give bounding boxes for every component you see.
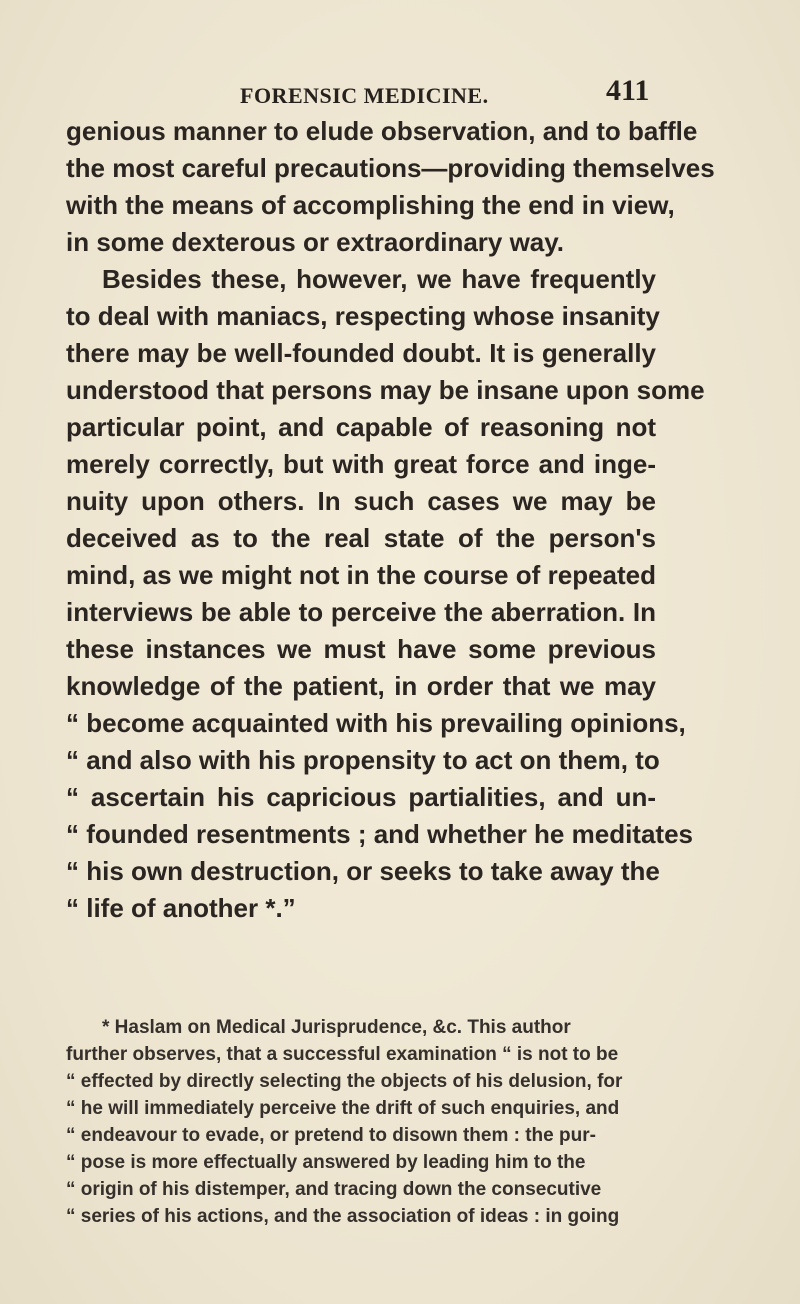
- body-line: these instances we must have some previous: [66, 634, 656, 664]
- body-line: Besides these, however, we have frequently: [102, 264, 656, 294]
- footnote-line: “ endeavour to evade, or pretend to disown them : the pur-: [66, 1125, 596, 1146]
- body-line: nuity upon others. In such cases we may be: [66, 486, 656, 516]
- page-header: [0, 70, 800, 110]
- body-line: deceived as to the real state of the person's: [66, 523, 656, 553]
- body-line: mind, as we might not in the course of repeated: [66, 560, 656, 590]
- body-line: merely correctly, but with great force and inge-: [66, 449, 656, 479]
- body-line: “ become acquainted with his prevailing opinions,: [66, 708, 686, 738]
- body-line: understood that persons may be insane upon some: [66, 375, 705, 405]
- body-line: to deal with maniacs, respecting whose insanity: [66, 301, 660, 331]
- running-title: FORENSIC MEDICINE.: [240, 83, 489, 108]
- page-number: 411: [606, 74, 650, 107]
- footnote-line: further observes, that a successful examination “ is not to be: [66, 1044, 619, 1065]
- footnote-line: “ pose is more effectually answered by leading him to the: [66, 1152, 586, 1173]
- body-line: with the means of accomplishing the end in view,: [66, 190, 675, 220]
- body-line: “ life of another *.”: [66, 893, 296, 923]
- body-line: “ ascertain his capricious partialities, and un-: [66, 782, 656, 812]
- body-line: genious manner to elude observation, and to baffle: [66, 116, 698, 146]
- body-line: knowledge of the patient, in order that we may: [66, 671, 656, 701]
- body-line: there may be well-founded doubt. It is generally: [66, 338, 656, 368]
- footnote-line: “ he will immediately perceive the drift of such enquiries, and: [66, 1098, 620, 1119]
- body-line: in some dexterous or extraordinary way.: [66, 227, 565, 257]
- body-line: “ founded resentments ; and whether he meditates: [66, 819, 693, 849]
- footnote-line: “ effected by directly selecting the objects of his delusion, for: [66, 1071, 623, 1092]
- footnote-line: “ series of his actions, and the association of ideas : in going: [66, 1206, 620, 1227]
- body-line: interviews be able to perceive the aberration. In: [66, 597, 656, 627]
- body-line: particular point, and capable of reasoning not: [66, 412, 656, 442]
- footnote-line: “ origin of his distemper, and tracing down the consecutive: [66, 1179, 602, 1200]
- body-line: “ and also with his propensity to act on them, to: [66, 745, 660, 775]
- footnote-line: * Haslam on Medical Jurisprudence, &c. This author: [102, 1017, 571, 1038]
- body-line: the most careful precautions—providing themselves: [66, 153, 715, 183]
- body-line: “ his own destruction, or seeks to take away the: [66, 856, 660, 886]
